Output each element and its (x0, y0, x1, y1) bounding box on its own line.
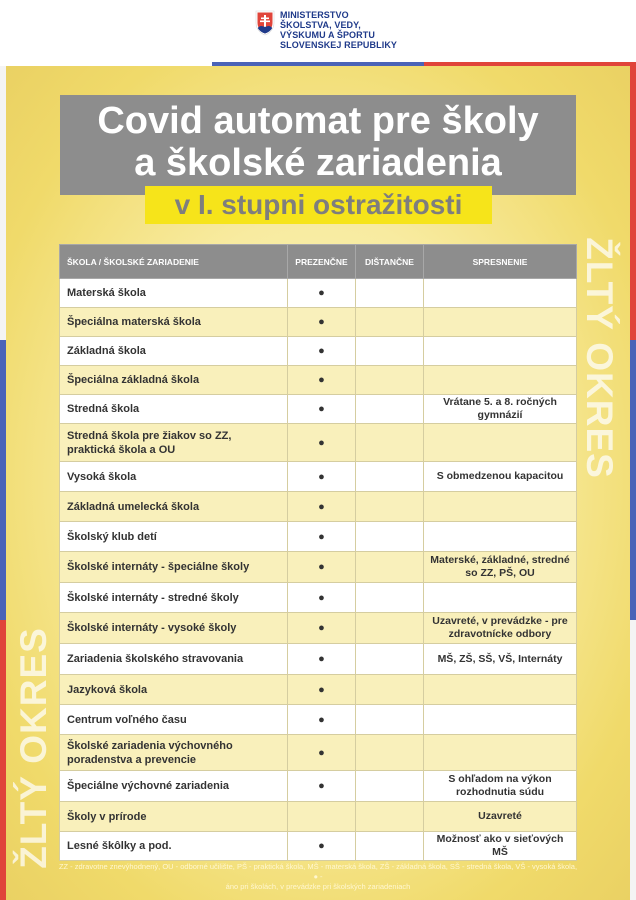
title-box (60, 95, 576, 195)
school-name-cell: Centrum voľného času (60, 705, 288, 735)
school-name-cell: Materská škola (60, 279, 288, 308)
distancne-cell (356, 552, 424, 583)
distancne-cell (356, 308, 424, 337)
note-cell: S ohľadom na výkon rozhodnutia súdu (424, 771, 577, 802)
distancne-cell (356, 771, 424, 802)
header-school: ŠKOLA / ŠKOLSKÉ ZARIADENIE (60, 245, 288, 279)
ministry-logo (255, 10, 397, 50)
prezencne-cell: ● (288, 522, 356, 552)
table-row (60, 613, 577, 644)
distancne-cell (356, 735, 424, 771)
prezencne-cell: ● (288, 308, 356, 337)
school-name-cell: Školské internáty - špeciálne školy (60, 552, 288, 583)
ministry-line-2: ŠKOLSTVA, VEDY, (280, 20, 361, 30)
prezencne-cell: ● (288, 613, 356, 644)
note-cell (424, 522, 577, 552)
school-name-cell: Stredná škola pre žiakov so ZZ, praktická škola a OU (60, 424, 288, 462)
ministry-name (280, 10, 397, 50)
header-spresnenie: SPRESNENIE (424, 245, 577, 279)
school-name-cell: Školské internáty - stredné školy (60, 583, 288, 613)
prezencne-cell: ● (288, 492, 356, 522)
note-cell: S obmedzenou kapacitou (424, 462, 577, 492)
distancne-cell (356, 705, 424, 735)
note-cell: Uzavreté, v prevádzke - pre zdravotnícke odbory (424, 613, 577, 644)
note-cell: Možnosť ako v sieťových MŠ (424, 832, 577, 861)
prezencne-cell: ● (288, 675, 356, 705)
table-row (60, 644, 577, 675)
table-row (60, 832, 577, 861)
school-name-cell: Špeciálna materská škola (60, 308, 288, 337)
header (0, 0, 636, 62)
table-row (60, 675, 577, 705)
school-name-cell: Špeciálne výchovné zariadenia (60, 771, 288, 802)
distancne-cell (356, 583, 424, 613)
school-name-cell: Školské zariadenia výchovného poradenstva a prevencie (60, 735, 288, 771)
distancne-cell (356, 613, 424, 644)
school-name-cell: Základná škola (60, 337, 288, 366)
school-name-cell: Zariadenia školského stravovania (60, 644, 288, 675)
distancne-cell (356, 802, 424, 832)
side-label-right: ŽLTÝ OKRES (579, 237, 620, 479)
flag-stripe-right-white (630, 620, 636, 900)
table-row (60, 492, 577, 522)
footnote-line-1: ZZ - zdravotne znevýhodnený, OU - odborné učilište, PŠ - praktická škola, MŠ - materská škola, ZŠ - základná škola, SŠ - stredná škola, VŠ - vysoká škola, ● - (58, 862, 578, 881)
prezencne-cell: ● (288, 735, 356, 771)
table-row (60, 802, 577, 832)
note-cell: Materské, základné, stredné so ZZ, PŠ, OU (424, 552, 577, 583)
distancne-cell (356, 675, 424, 705)
table-row (60, 279, 577, 308)
distancne-cell (356, 492, 424, 522)
subtitle: v I. stupni ostražitosti (174, 189, 463, 220)
slovak-coat-of-arms-icon (255, 10, 275, 36)
prezencne-cell: ● (288, 583, 356, 613)
footnote-line-2: áno pri školách, v prevádzke pri školských zariadeniach (225, 882, 411, 891)
distancne-cell (356, 644, 424, 675)
table-row (60, 337, 577, 366)
prezencne-cell: ● (288, 552, 356, 583)
table-row (60, 522, 577, 552)
note-cell (424, 735, 577, 771)
table-row (60, 583, 577, 613)
school-name-cell: Lesné škôlky a pod. (60, 832, 288, 861)
flag-stripe-right-blue (630, 340, 636, 620)
school-name-cell: Školy v prírode (60, 802, 288, 832)
note-cell: Uzavreté (424, 802, 577, 832)
prezencne-cell: ● (288, 705, 356, 735)
header-prezencne: PREZENČNE (288, 245, 356, 279)
table-row (60, 395, 577, 424)
prezencne-cell: ● (288, 771, 356, 802)
table-row (60, 462, 577, 492)
note-cell (424, 705, 577, 735)
note-cell (424, 279, 577, 308)
prezencne-cell: ● (288, 366, 356, 395)
header-distancne: DIŠTANČNE (356, 245, 424, 279)
prezencne-cell: ● (288, 644, 356, 675)
prezencne-cell: ● (288, 462, 356, 492)
distancne-cell (356, 522, 424, 552)
note-cell (424, 675, 577, 705)
prezencne-cell: ● (288, 395, 356, 424)
note-cell (424, 366, 577, 395)
note-cell (424, 492, 577, 522)
note-cell (424, 583, 577, 613)
prezencne-cell: ● (288, 832, 356, 861)
table-header-row (60, 245, 577, 279)
school-name-cell: Špeciálna základná škola (60, 366, 288, 395)
prezencne-cell: ● (288, 337, 356, 366)
distancne-cell (356, 462, 424, 492)
prezencne-cell (288, 802, 356, 832)
distancne-cell (356, 424, 424, 462)
note-cell: MŠ, ZŠ, SŠ, VŠ, Internáty (424, 644, 577, 675)
subtitle-box (145, 186, 492, 224)
school-name-cell: Vysoká škola (60, 462, 288, 492)
side-label-left: ŽLTÝ OKRES (13, 627, 54, 869)
prezencne-cell: ● (288, 279, 356, 308)
school-name-cell: Základná umelecká škola (60, 492, 288, 522)
table-row (60, 308, 577, 337)
ministry-line-4: SLOVENSKEJ REPUBLIKY (280, 40, 398, 50)
title-line-1: Covid automat pre školy (97, 100, 539, 142)
table-row (60, 552, 577, 583)
table-row (60, 424, 577, 462)
distancne-cell (356, 832, 424, 861)
note-cell (424, 424, 577, 462)
prezencne-cell: ● (288, 424, 356, 462)
title-line-2: a školské zariadenia (134, 142, 502, 184)
distancne-cell (356, 366, 424, 395)
distancne-cell (356, 395, 424, 424)
table-row (60, 705, 577, 735)
school-name-cell: Školský klub detí (60, 522, 288, 552)
note-cell: Vrátane 5. a 8. ročných gymnázií (424, 395, 577, 424)
note-cell (424, 308, 577, 337)
schools-table (59, 244, 577, 861)
table-row (60, 735, 577, 771)
school-name-cell: Školské internáty - vysoké školy (60, 613, 288, 644)
distancne-cell (356, 337, 424, 366)
ministry-line-3: VÝSKUMU A ŠPORTU (280, 30, 375, 40)
note-cell (424, 337, 577, 366)
table-row (60, 366, 577, 395)
footnote (58, 862, 578, 892)
distancne-cell (356, 279, 424, 308)
flag-stripe-right-red (630, 66, 636, 340)
school-name-cell: Jazyková škola (60, 675, 288, 705)
school-name-cell: Stredná škola (60, 395, 288, 424)
ministry-line-1: MINISTERSTVO (280, 10, 349, 20)
table-row (60, 771, 577, 802)
